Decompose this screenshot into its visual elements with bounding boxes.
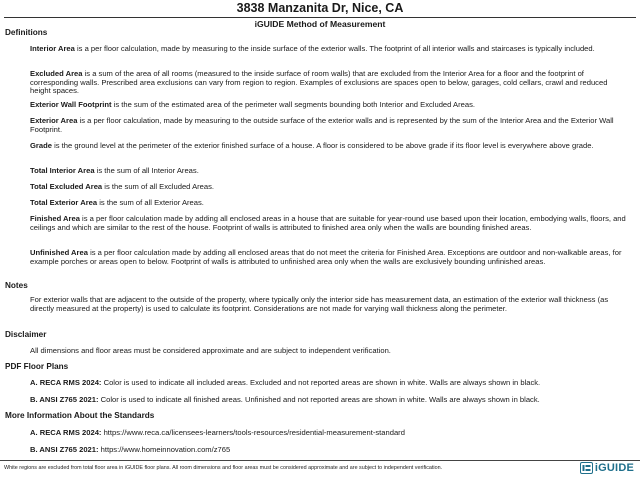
definition-term: Exterior Wall Footprint [30, 100, 112, 109]
definition-term: Total Exterior Area [30, 198, 98, 207]
iguide-logo-icon [580, 462, 593, 474]
definition-text: is the sum of all Excluded Areas. [102, 182, 215, 191]
definition-text: is the sum of all Interior Areas. [94, 166, 199, 175]
definition-term: Total Excluded Area [30, 182, 103, 191]
definition-text: is a per floor calculation, made by measuring to the outside surface of the exterior walls and is represented by the sum of the Interior Area and the Exterior Wall Footprint. [30, 116, 614, 134]
plan-term: B. ANSI Z765 2021: [30, 395, 99, 404]
standard-term: A. RECA RMS 2024: [30, 428, 102, 437]
iguide-logo-text: iGUIDE [594, 462, 634, 474]
title-divider [4, 17, 636, 18]
definition-term: Unfinished Area [30, 248, 88, 257]
disclaimer-heading: Disclaimer [5, 330, 47, 339]
definition-term: Exterior Area [30, 116, 78, 125]
document [0, 0, 640, 30]
plan-text: Color is used to indicate all included areas. Excluded and not reported areas are shown in white. Walls are always shown in black. [101, 378, 541, 387]
definition-interior-area [30, 45, 630, 54]
definitions-heading: Definitions [5, 28, 48, 37]
notes-text: For exterior walls that are adjacent to the outside of the property, where typically only the interior side has measurement data, an estimation of the exterior wall thickness (as directly measured at the property) is used to calculate its footprint. Considerations are not made for varying wall thickness along the perimeter. [30, 295, 609, 313]
page-subtitle: iGUIDE Method of Measurement [254, 19, 386, 29]
definition-term: Grade [30, 141, 52, 150]
definition-term: Total Interior Area [30, 166, 95, 175]
pdf-plan-reca [30, 379, 630, 388]
notes-heading: Notes [5, 281, 28, 290]
definition-text: is a per floor calculation made by adding all enclosed areas that do not meet the criteria for Finished Area. Exceptions are outdoor and non-walkable areas, for example porches or areas open to below. Footprint of walls is attributed to unfinished area only when the walls are exclusively bounding unfinished areas. [30, 248, 622, 266]
definition-text: is a per floor calculation, made by measuring to the inside surface of the exterior walls. The footprint of all interior walls and staircases is typically included. [74, 44, 595, 53]
iguide-logo [580, 462, 634, 474]
definition-total-excluded-area [30, 183, 630, 192]
definition-text: is a sum of the area of all rooms (measured to the inside surface of room walls) that are excluded from the Interior Area for a floor and the footprint of corresponding walls. Prescribed area exclusions can vary from region to region. Examples of exclusions are spaces open to below, garages, cold cellars, crawl and reduced height spaces. [30, 69, 608, 96]
standard-term: B. ANSI Z765 2021: [30, 445, 99, 454]
footer-note: White regions are excluded from total floor area in iGUIDE floor plans. All room dimensions and floor areas must be considered approximate and are subject to independent verification. [4, 465, 443, 471]
definition-exterior-wall-footprint [30, 101, 630, 110]
definition-exterior-area [30, 117, 630, 134]
definition-term: Interior Area [30, 44, 75, 53]
pdf-floor-plans-heading: PDF Floor Plans [5, 362, 69, 371]
pdf-plan-ansi [30, 396, 630, 405]
footer-divider [0, 460, 640, 461]
plan-text: Color is used to indicate all finished areas. Unfinished and not reported areas are shown in white. Walls are always shown in black. [98, 395, 540, 404]
definition-grade [30, 142, 630, 151]
definition-text: is the sum of all Exterior Areas. [97, 198, 204, 207]
definition-unfinished-area [30, 249, 630, 266]
definition-finished-area [30, 215, 630, 232]
definition-term: Finished Area [30, 214, 80, 223]
definition-text: is the sum of the estimated area of the perimeter wall segments bounding both Interior and Excluded Areas. [111, 100, 476, 109]
definition-text: is the ground level at the perimeter of the exterior finished surface of a house. A floor is considered to be above grade if its floor level is everywhere above grade. [51, 141, 594, 150]
plan-term: A. RECA RMS 2024: [30, 378, 102, 387]
more-info-heading: More Information About the Standards [5, 411, 155, 420]
page-title: 3838 Manzanita Dr, Nice, CA [236, 1, 404, 15]
standard-link[interactable]: https://www.homeinnovation.com/z765 [98, 445, 231, 454]
standard-link[interactable]: https://www.reca.ca/licensees-learners/tools-resources/residential-measurement-standard [101, 428, 405, 437]
definition-term: Excluded Area [30, 69, 83, 78]
definition-text: is a per floor calculation made by adding all enclosed areas in a house that are suitable for year-round use based upon their location, embodying walls, floors, and ceilings and which are similar to the rest of the house. Footprint of walls is attributed to finished area only when the walls are bounding finished areas. [30, 214, 626, 232]
more-info-ansi [30, 446, 630, 455]
definition-total-exterior-area [30, 199, 630, 208]
definition-excluded-area [30, 70, 630, 96]
disclaimer-text: All dimensions and floor areas must be considered approximate and are subject to independent verification. [30, 346, 391, 355]
more-info-reca [30, 429, 630, 438]
definition-total-interior-area [30, 167, 630, 176]
